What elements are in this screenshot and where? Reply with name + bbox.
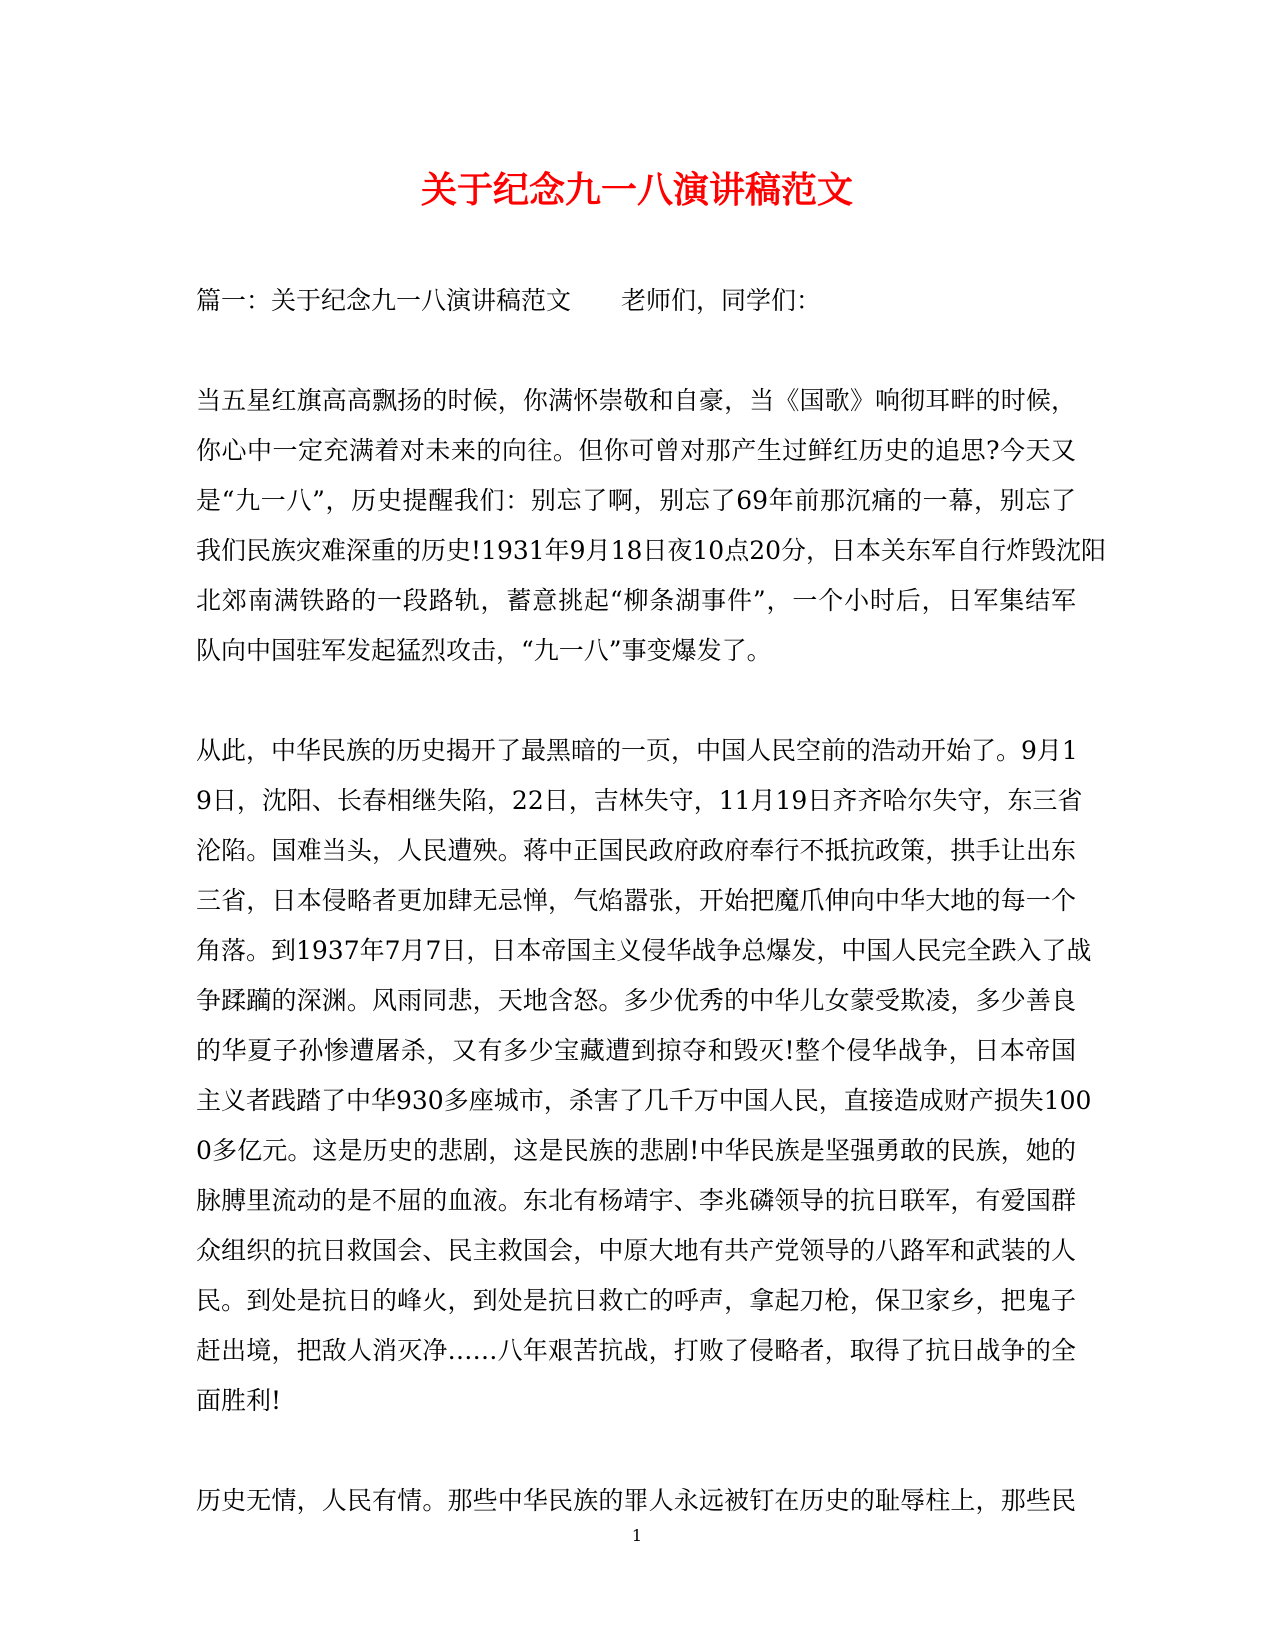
text-line: 脉膊里流动的是不屈的血液。东北有杨靖宇、李兆磷领导的抗日联军，有爱国群 <box>196 1186 1076 1215</box>
text-line: 是“九一八”，历史提醒我们：别忘了啊，别忘了69年前那沉痛的一幕，别忘了 <box>196 486 1076 515</box>
text-line: 角落。到1937年7月7日，日本帝国主义侵华战争总爆发，中国人民完全跌入了战 <box>196 936 1092 965</box>
text-line: 我们民族灾难深重的历史!1931年9月18日夜10点20分，日本关东军自行炸毁沈阳 <box>196 536 1107 565</box>
paragraph-3 <box>196 1476 1076 1526</box>
text-line: 从此，中华民族的历史揭开了最黑暗的一页，中国人民空前的浩动开始了。9月1 <box>196 736 1078 765</box>
text-line: 队向中国驻军发起猛烈攻击，“九一八”事变爆发了。 <box>196 636 772 665</box>
text-line: 历史无情，人民有情。那些中华民族的罪人永远被钉在历史的耻辱柱上，那些民 <box>196 1486 1076 1515</box>
paragraph-gap <box>196 326 1076 376</box>
document-title: 关于纪念九一八演讲稿范文 <box>420 169 853 211</box>
text-line: 的华夏子孙惨遭屠杀，又有多少宝藏遭到掠夺和毁灭!整个侵华战争，日本帝国 <box>196 1036 1076 1065</box>
text-line: 民。到处是抗日的峰火，到处是抗日救亡的呼声，拿起刀枪，保卫家乡，把鬼子 <box>196 1286 1076 1315</box>
text-line: 面胜利! <box>196 1386 282 1415</box>
document-body <box>196 276 1107 1526</box>
text-line: 赶出境，把敌人消灭净……八年艰苦抗战，打败了侵略者，取得了抗日战争的全 <box>196 1336 1076 1365</box>
text-line: 三省，日本侵略者更加肆无忌惮，气焰嚣张，开始把魔爪伸向中华大地的每一个 <box>196 886 1076 915</box>
text-line: 众组织的抗日救国会、民主救国会，中原大地有共产党领导的八路军和武装的人 <box>196 1236 1076 1265</box>
text-line: 北郊南满铁路的一段路轨，蓄意挑起“柳条湖事件”，一个小时后，日军集结军 <box>196 586 1076 615</box>
section-title: 篇一：关于纪念九一八演讲稿范文 <box>196 286 572 315</box>
paragraph-gap <box>196 676 1076 726</box>
text-line: 9日，沈阳、长春相继失陷，22日，吉林失守，11月19日齐齐哈尔失守，东三省 <box>196 786 1083 815</box>
section-heading <box>196 276 1076 326</box>
text-line: 0多亿元。这是历史的悲剧，这是民族的悲剧!中华民族是坚强勇敢的民族，她的 <box>196 1136 1076 1165</box>
paragraph-gap <box>196 1426 1076 1476</box>
paragraph-2 <box>196 726 1092 1426</box>
text-line: 争蹂躏的深渊。风雨同悲，天地含怒。多少优秀的中华儿女蒙受欺凌，多少善良 <box>196 986 1076 1015</box>
paragraph-1 <box>196 376 1107 676</box>
text-line: 你心中一定充满着对未来的向往。但你可曾对那产生过鲜红历史的追思?今天又 <box>196 436 1076 465</box>
text-line: 当五星红旗高高飘扬的时候，你满怀崇敬和自豪，当《国歌》响彻耳畔的时候， <box>196 386 1076 415</box>
text-line: 主义者践踏了中华930多座城市，杀害了几千万中国人民，直接造成财产损失100 <box>196 1086 1092 1115</box>
salutation: 老师们，同学们： <box>621 286 822 315</box>
text-line: 沦陷。国难当头，人民遭殃。蒋中正国民政府政府奉行不抵抗政策，拱手让出东 <box>196 836 1076 865</box>
page-number: 1 <box>631 1526 643 1545</box>
